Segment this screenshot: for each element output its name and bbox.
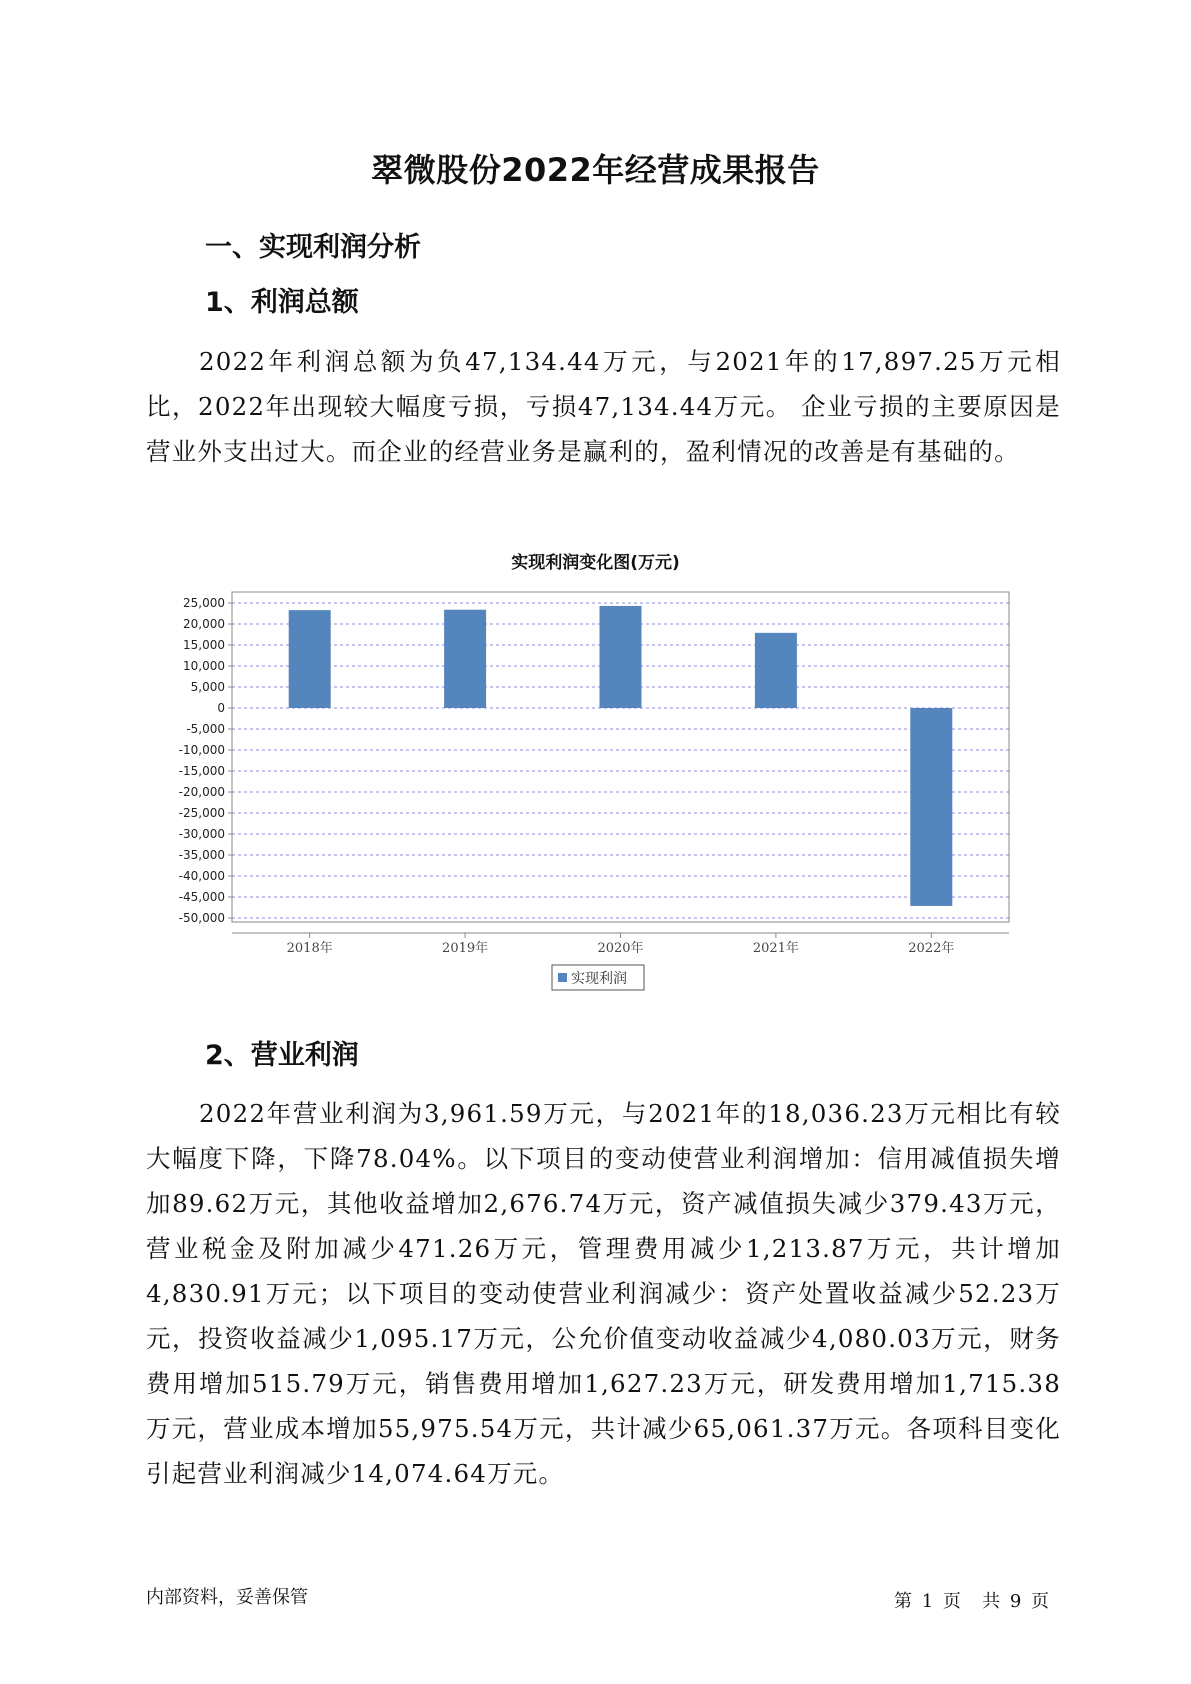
bar	[289, 610, 331, 708]
chart-title: 实现利润变化图(万元)	[511, 553, 680, 573]
bar	[910, 708, 952, 906]
bar	[444, 610, 486, 708]
y-tick-label: -15,000	[178, 764, 225, 778]
y-tick-label: 15,000	[183, 638, 225, 652]
y-tick-label: 0	[217, 701, 225, 715]
y-tick-label: -10,000	[178, 743, 225, 757]
y-tick-label: -30,000	[178, 827, 225, 841]
x-tick-label: 2022年	[908, 941, 955, 956]
y-tick-label: -45,000	[178, 890, 225, 904]
y-tick-label: 20,000	[183, 617, 225, 631]
subsection-heading-total-profit: 1、利润总额	[205, 287, 359, 318]
subsection-heading-operating-profit: 2、营业利润	[205, 1040, 359, 1071]
footer-page-info	[892, 1587, 1051, 1613]
x-tick-label: 2018年	[286, 941, 333, 956]
x-tick-label: 2020年	[597, 941, 644, 956]
y-tick-label: -50,000	[178, 911, 225, 925]
y-tick-label: -20,000	[178, 785, 225, 799]
footer-confidential-note: 内部资料，妥善保管	[146, 1587, 308, 1608]
y-tick-label: 25,000	[183, 596, 225, 610]
x-tick-label: 2021年	[752, 941, 799, 956]
legend-label: 实现利润	[571, 971, 627, 987]
bar	[755, 633, 797, 708]
legend-swatch	[558, 973, 567, 982]
y-tick-label: 10,000	[183, 659, 225, 673]
bar	[600, 606, 642, 708]
x-tick-label: 2019年	[442, 941, 489, 956]
page-number: 1	[921, 1591, 934, 1612]
total-pages: 9	[1009, 1591, 1022, 1612]
y-tick-label: -25,000	[178, 806, 225, 820]
page-unit: 页	[942, 1591, 961, 1612]
y-tick-label: -40,000	[178, 869, 225, 883]
page-prefix: 第	[893, 1591, 912, 1612]
total-unit: 页	[1031, 1591, 1049, 1612]
y-tick-label: -35,000	[178, 848, 225, 862]
total-prefix: 共	[982, 1591, 1001, 1612]
document-title: 翠微股份2022年经营成果报告	[371, 151, 820, 189]
paragraph-operating-profit: 2022年营业利润为3,961.59万元，与2021年的18,036.23万元相比有较大幅度下降，下降78.04%。以下项目的变动使营业利润增加：信用减值损失增加89.62万元，其他收益增加2,676.74万元，资产减值损失减少379.43万元，营业税金及附加减少471.26万元，管理费用减少1,213.87万元，共计增加4,830.91万元；以下项目的变动使营业利润减少：资产处置收益减少52.23万元，投资收益减少1,095.17万元，公允价值变动收益减少4,080.03万元，财务费用增加515.79万元，销售费用增加1,627.23万元，研发费用增加1,715.38万元，营业成本增加55,975.54万元，共计减少65,061.37万元。各项科目变化引起营业利润减少14,074.64万元。	[146, 1099, 1061, 1488]
paragraph-total-profit: 2022年利润总额为负47,134.44万元，与2021年的17,897.25万元相比，2022年出现较大幅度亏损，亏损47,134.44万元。 企业亏损的主要原因是营业外支出过大。而企业的经营业务是赢利的，盈利情况的改善是有基础的。	[146, 347, 1061, 466]
section-heading-profit-analysis: 一、实现利润分析	[205, 232, 421, 263]
y-tick-label: -5,000	[186, 722, 225, 736]
y-tick-label: 5,000	[190, 680, 225, 694]
